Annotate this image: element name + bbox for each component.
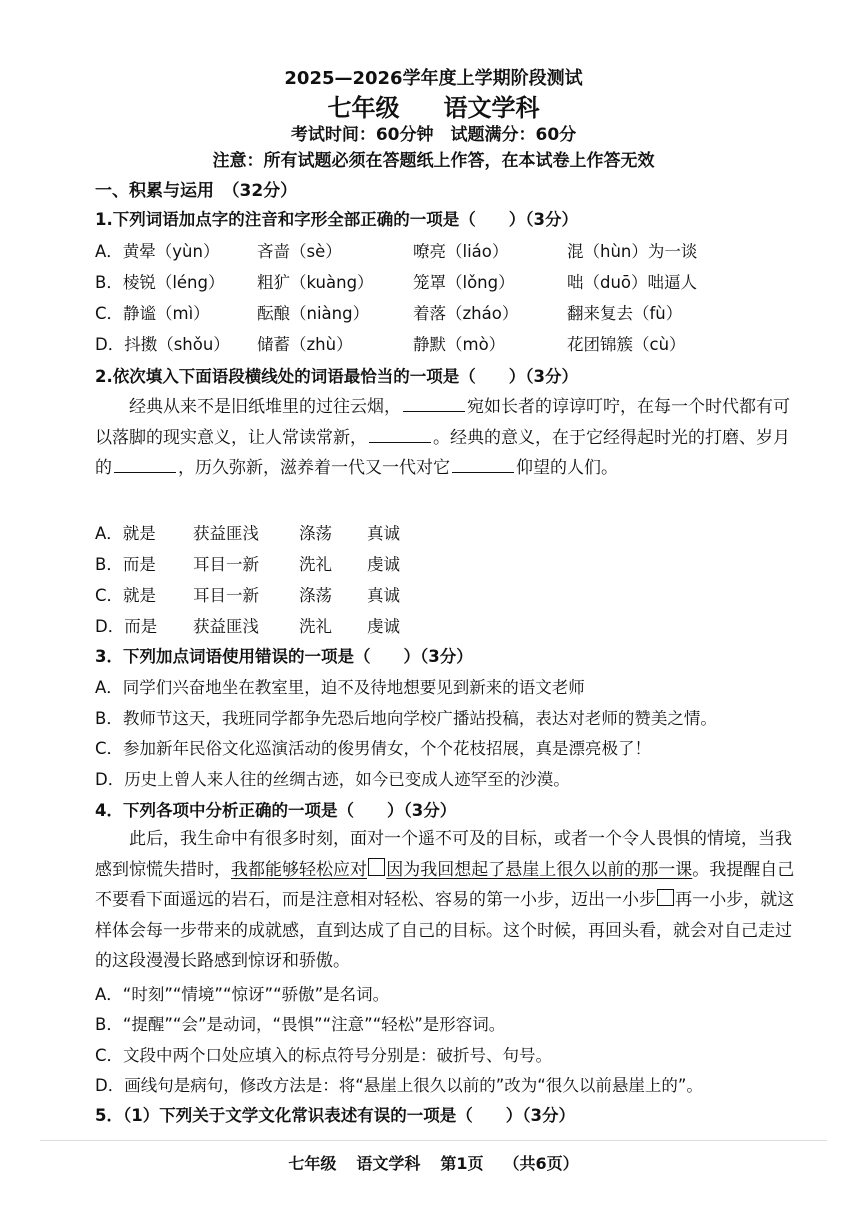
exam-page: 2025—2026学年度上学期阶段测试 七年级 语文学科 考试时间：60分钟 试题满分：60分 注意：所有试题必须在答题纸上作答，在本试卷上作答无效 一、积累与运用 （32分） 1.下列词语加点字的注音和字形全部正确的一项是（ ）（3分） A．黄晕（yùn） 吝啬（sè） 嘹亮（liáo） 混（hùn）为一谈 B．棱锐（léng） 粗犷（kuàng） 笼罩（lǒng） 咄（duō）咄逼人 C．静谧（mì） 酝酿（niàng） 着落（zháo） 翻来复去（fù） D．抖擞（shǒu） 储蓄（zhù） 静默（mò） 花团锦簇（cù） 2.依次填入下面语段横线处的词语最恰当的一项是（ ）（3分） 经典从来不是旧纸堆里的过往云烟， 宛如长者的谆谆叮咛，在每一个时代都有可以落脚的现实意义，让人常读常新， 。经典的意义，在于它经得起时光的打磨、岁月的 ，历久弥新，滋养着一代又一代对它 仰望的人们。 A．就是 获益匪浅 涤荡 真诚 B．而是 耳目一新 洗礼 虔诚 C．就是 耳目一新 涤荡 真诚 D．而是 获益匪浅 洗礼 虔诚 3．下列加点词语使用错误的一项是（ ）（3分） A．同学们兴奋地坐在教室里，迫不及待地想要见到新来的语文老师 B．教师节这天，我班同学都争先恐后地向学校广播站投稿，表达对老师的赞美之情。 C．参加新年民俗文化巡演活动的俊男倩女，个个花枝招展，真是漂亮极了！ D．历史上曾人来人往的丝绸古迹，如今已变成人迹罕至的沙漠。 4．下列各项中分析正确的一项是（ ）（3分） 此后，我生命中有很多时刻，面对一个遥不可及的目标，或者一个令人畏惧的情境，当我感到惊慌失措时，我都能够轻松应对 因为我回想起了悬崖上很久以前的那一课。我提醒自己不要看下面遥远的岩石，而是注意相对轻松、容易的第一小步，迈出一小步 再一小步，就这样体会每一步带来的成就感，直到达成了自己的目标。这个时候，再回头看，就会对自己走过的这段漫漫长路感到惊讶和骄傲。 A．“时刻”“情境”“惊讶”“骄傲”是名词。 B．“提醒”“会”是动词，“畏惧”“注意”“轻松”是形容词。 C．文段中两个口处应填入的标点符号分别是：破折号、句号。 D．画线句是病句，修改方法是：将“悬崖上很久以前的”改为“很久以前悬崖上的”。 5．（1）下列关于文学文化常识表述有误的一项是（ ）（3分） 七年级 语文学科 第1页 （共6页） — [0, 0, 867, 1226]
footer-total: （共6页） — [503, 1154, 579, 1173]
subject-label: 语文学科 — [443, 94, 540, 122]
question-3-option-b: B．教师节这天，我班同学都争先恐后地向学校广播站投稿，表达对老师的赞美之情。 — [95, 709, 717, 728]
section-title: 一、积累与运用 （32分） — [95, 181, 298, 201]
question-4-option-c: C．文段中两个口处应填入的标点符号分别是：破折号、句号。 — [95, 1046, 553, 1065]
question-3-option-d: D．历史上曾人来人往的丝绸古迹，如今已变成人迹罕至的沙漠。 — [95, 770, 570, 789]
exam-grade-subject — [0, 88, 867, 123]
question-2-stem: 2.依次填入下面语段横线处的词语最恰当的一项是（ ）（3分） — [95, 367, 578, 386]
answer-blank — [452, 455, 514, 473]
exam-info: 考试时间：60分钟 试题满分：60分 — [290, 125, 577, 145]
answer-blank — [403, 394, 465, 412]
question-4-option-b: B．“提醒”“会”是动词，“畏惧”“注意”“轻松”是形容词。 — [95, 1015, 506, 1034]
underlined-sentence: 我都能够轻松应对 因为我回想起了悬崖上很久以前的那一课 — [231, 859, 693, 880]
footer-subject: 语文学科 — [356, 1154, 421, 1173]
punctuation-box — [657, 889, 674, 906]
page-footer — [0, 1151, 867, 1174]
question-5-stem: 5．（1）下列关于文学文化常识表述有误的一项是（ ）（3分） — [95, 1106, 575, 1125]
exam-year-title: 2025—2026学年度上学期阶段测试 — [284, 68, 583, 89]
question-4-passage: 此后，我生命中有很多时刻，面对一个遥不可及的目标，或者一个令人畏惧的情境，当我感到惊慌失措时，我都能够轻松应对 因为我回想起了悬崖上很久以前的那一课。我提醒自己不要看下面遥远的岩石，而是注意相对轻松、容易的第一小步，迈出一小步 再一小步，就这样体会每一步带来的成就感，直到达成了自己的目标。这个时候，再回头看，就会对自己走过的这段漫漫长路感到惊讶和骄傲。 — [95, 829, 795, 971]
footer-divider — [40, 1140, 827, 1141]
question-2-passage: 经典从来不是旧纸堆里的过往云烟， 宛如长者的谆谆叮咛，在每一个时代都有可以落脚的现实意义，让人常读常新， 。经典的意义，在于它经得起时光的打磨、岁月的 ，历久弥新，滋养着一代又一代对它 仰望的人们。 — [95, 392, 795, 484]
answer-blank — [369, 425, 431, 443]
answer-blank — [114, 455, 176, 473]
question-4-option-a: A．“时刻”“情境”“惊讶”“骄傲”是名词。 — [95, 985, 390, 1004]
question-4-stem: 4．下列各项中分析正确的一项是（ ）（3分） — [95, 801, 457, 820]
question-3-stem: 3．下列加点词语使用错误的一项是（ ）（3分） — [95, 647, 473, 666]
question-3-option-c: C．参加新年民俗文化巡演活动的俊男倩女，个个花枝招展，真是漂亮极了！ — [95, 739, 652, 758]
question-1-stem: 1.下列词语加点字的注音和字形全部正确的一项是（ ）（3分） — [95, 210, 578, 229]
question-4-option-d: D．画线句是病句，修改方法是：将“悬崖上很久以前的”改为“很久以前悬崖上的”。 — [95, 1076, 703, 1095]
grade-label: 七年级 — [327, 94, 400, 122]
footer-grade: 七年级 — [288, 1154, 337, 1173]
footer-page: 第1页 — [440, 1154, 484, 1173]
punctuation-box — [368, 858, 385, 875]
exam-notice: 注意：所有试题必须在答题纸上作答，在本试卷上作答无效 — [212, 151, 655, 171]
question-3-option-a: A．同学们兴奋地坐在教室里，迫不及待地想要见到新来的语文老师 — [95, 678, 585, 697]
